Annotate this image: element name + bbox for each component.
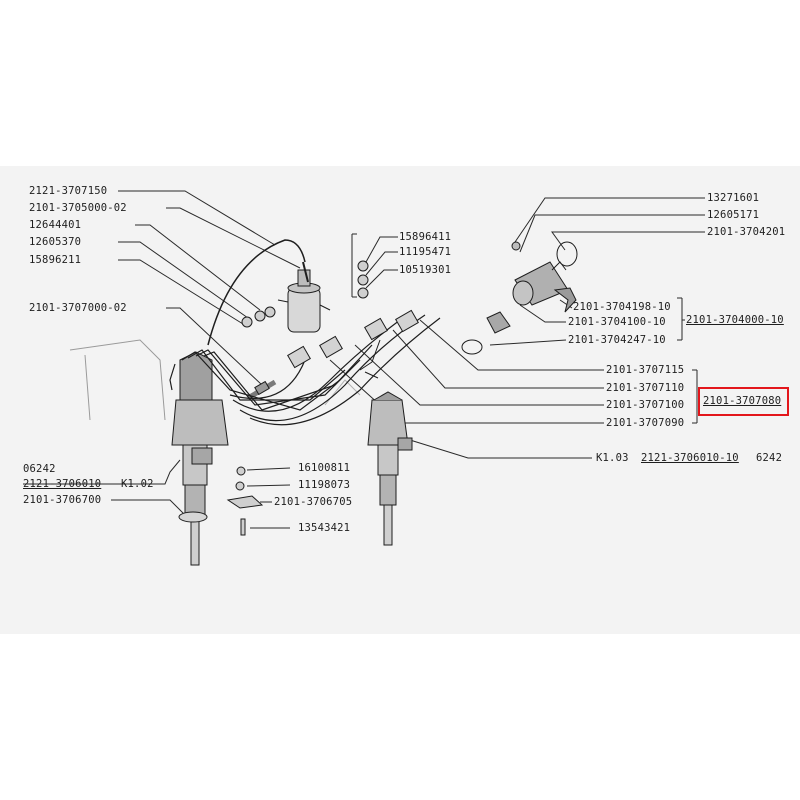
- label-15896411: 15896411: [399, 231, 452, 243]
- label-2101-3706700: 2101-3706700: [23, 494, 102, 506]
- leader-2101-3705000-02: [166, 208, 300, 268]
- label-2101-3704201: 2101-3704201: [707, 226, 786, 238]
- label-2101-3704247-10: 2101-3704247-10: [568, 334, 666, 346]
- leader-15896411: [366, 237, 398, 262]
- highlight-box: [698, 387, 789, 416]
- engine-outline-right: [325, 380, 360, 405]
- leader-12605171: [520, 215, 705, 252]
- leader-11198073: [247, 485, 290, 486]
- ignition-switch: [462, 242, 577, 354]
- label-2121-3706010: 2121-3706010: [23, 478, 102, 490]
- leader-12605370: [118, 242, 248, 318]
- leader-2121-3707150: [118, 191, 275, 245]
- label-k102: K1.02: [121, 478, 154, 490]
- small-parts: [228, 467, 262, 535]
- engine-outline: [70, 340, 165, 420]
- leader-2101-3704247-10: [490, 340, 566, 345]
- label-13543421: 13543421: [298, 522, 351, 534]
- label-2101-3704100-10: 2101-3704100-10: [568, 316, 666, 328]
- label-2121-3706010-10: 2121-3706010-10: [641, 452, 739, 464]
- nuts-left: [242, 307, 275, 327]
- label-2101-3704000-10: 2101-3704000-10: [686, 314, 784, 326]
- label-2101-3706705: 2101-3706705: [274, 496, 353, 508]
- label-12644401: 12644401: [29, 219, 82, 231]
- label-06242: 06242: [23, 463, 56, 475]
- bracket-switch: [677, 298, 685, 340]
- distributor-right: [368, 392, 412, 545]
- label-13271601: 13271601: [707, 192, 760, 204]
- label-10519301: 10519301: [399, 264, 452, 276]
- wire-harness: [230, 310, 440, 424]
- leader-13271601: [513, 198, 705, 245]
- ignition-coil: [208, 240, 330, 345]
- label-2101-3707000-02: 2101-3707000-02: [29, 302, 127, 314]
- label-12605370: 12605370: [29, 236, 82, 248]
- label-2101-3707080[interactable]: 2101-3707080: [703, 395, 782, 407]
- leader-15896211: [118, 260, 243, 324]
- label-12605171: 12605171: [707, 209, 760, 221]
- nuts-right: [358, 261, 368, 298]
- label-2121-3707150: 2121-3707150: [29, 185, 108, 197]
- label-16100811: 16100811: [298, 462, 351, 474]
- label-2101-3707100: 2101-3707100: [606, 399, 685, 411]
- label-2101-3705000-02: 2101-3705000-02: [29, 202, 127, 214]
- leader-12644401: [135, 225, 260, 310]
- leader-16100811: [247, 468, 290, 470]
- bracket-wires: [692, 370, 697, 423]
- leader-k103: [410, 440, 592, 458]
- bracket-coil: [352, 234, 357, 297]
- label-2101-3704198-10: 2101-3704198-10: [573, 301, 671, 313]
- distributor-left: [172, 352, 228, 565]
- label-11198073: 11198073: [298, 479, 351, 491]
- label-11195471: 11195471: [399, 246, 452, 258]
- label-15896211: 15896211: [29, 254, 82, 266]
- leader-2101-3706700: [111, 500, 185, 515]
- label-2101-3707115: 2101-3707115: [606, 364, 685, 376]
- label-k103: K1.03: [596, 452, 629, 464]
- label-2101-3707110: 2101-3707110: [606, 382, 685, 394]
- label-6242: 6242: [756, 452, 783, 464]
- leader-10519301: [366, 270, 398, 288]
- leader-2101-3704100-10: [520, 305, 566, 322]
- label-2101-3707090: 2101-3707090: [606, 417, 685, 429]
